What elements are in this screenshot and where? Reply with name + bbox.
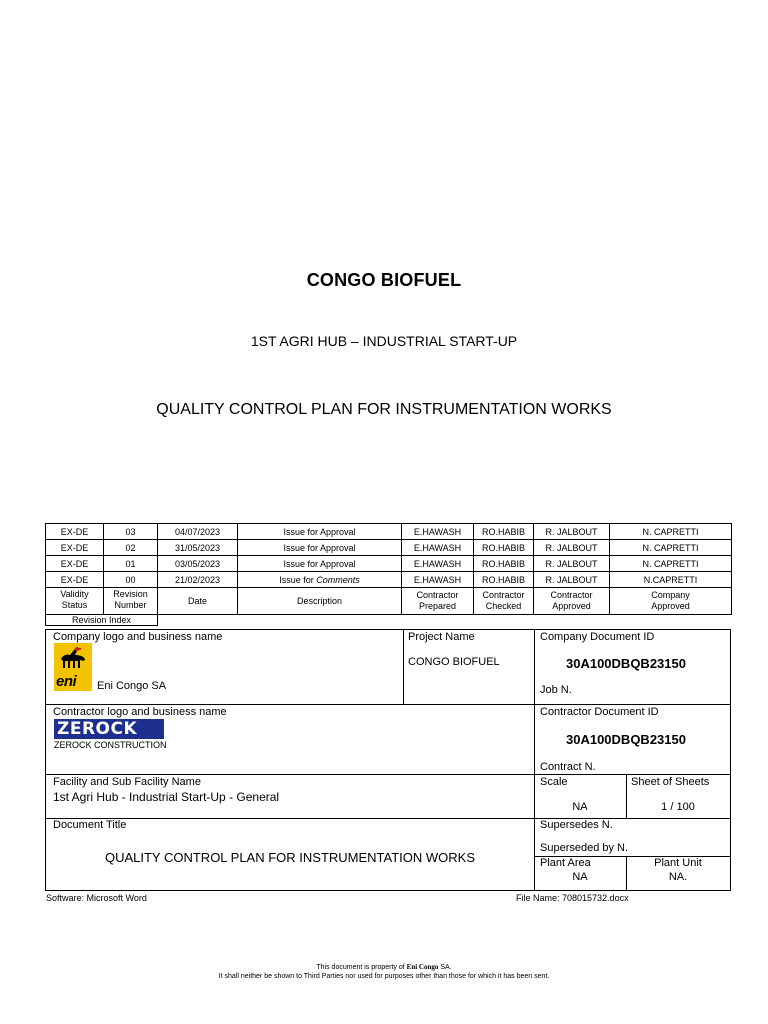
revision-row	[46, 572, 732, 588]
document-title: QUALITY CONTROL PLAN FOR INSTRUMENTATION WORKS	[156, 401, 612, 418]
property-notice: This document is property of Eni Congo SA. It shall neither be shown to Third Parties nor used for purposes other than those for which it has been sent.	[218, 963, 550, 980]
project-name: CONGO BIOFUEL	[408, 656, 500, 668]
company-approved-by: N.CAPRETTI	[610, 572, 732, 588]
description-header: Description	[238, 588, 402, 615]
document-title-label: Document Title	[53, 819, 127, 831]
document-title-value: QUALITY CONTROL PLAN FOR INSTRUMENTATION WORKS	[104, 850, 476, 865]
checked-by: RO.HABIB	[474, 540, 534, 556]
main-title: CONGO BIOFUEL	[306, 270, 462, 290]
contractor-name: ZEROCK CONSTRUCTION	[54, 740, 167, 750]
contractor-approved-by: R. JALBOUT	[534, 540, 610, 556]
company-document-id: 30A100DBQB23150	[566, 656, 686, 671]
contractor-approved-by: R. JALBOUT	[534, 572, 610, 588]
eni-logo	[54, 643, 92, 691]
superseded-by-label: Superseded by N.	[540, 842, 629, 854]
checked-by: RO.HABIB	[474, 524, 534, 540]
validity-header: Validity Status	[46, 588, 104, 615]
project-name-label: Project Name	[408, 631, 475, 643]
plant-area-label: Plant Area	[540, 857, 591, 869]
checked-header: Contractor Checked	[474, 588, 534, 615]
contractor-document-id: 30A100DBQB23150	[566, 732, 686, 747]
plant-unit-value: NA.	[668, 871, 688, 883]
facility-label: Facility and Sub Facility Name	[53, 776, 201, 788]
prepared-by: E.HAWASH	[402, 540, 474, 556]
eni-logo-text: eni	[56, 673, 77, 690]
revision-index-row	[46, 615, 732, 626]
company-approved-by: N. CAPRETTI	[610, 556, 732, 572]
contractor-logo-label: Contractor logo and business name	[53, 706, 227, 718]
contract-number-label: Contract N.	[540, 761, 596, 773]
revision-date: 31/05/2023	[158, 540, 238, 556]
plant-unit-label: Plant Unit	[654, 857, 702, 869]
plant-area-value: NA	[572, 871, 588, 883]
prepared-by: E.HAWASH	[402, 524, 474, 540]
validity-status: EX-DE	[46, 540, 104, 556]
revision-date: 21/02/2023	[158, 572, 238, 588]
scale-value: NA	[572, 801, 588, 813]
six-legged-dog-icon	[58, 646, 88, 672]
revision-description: Issue for Approval	[238, 556, 402, 572]
revision-row	[46, 556, 732, 572]
checked-by: RO.HABIB	[474, 572, 534, 588]
revision-table	[45, 523, 732, 626]
revision-number: 03	[104, 524, 158, 540]
revision-index-label: Revision Index	[46, 615, 158, 626]
revision-date: 03/05/2023	[158, 556, 238, 572]
prepared-by: E.HAWASH	[402, 556, 474, 572]
prepared-by: E.HAWASH	[402, 572, 474, 588]
supersedes-label: Supersedes N.	[540, 819, 613, 831]
contractor-approved-by: R. JALBOUT	[534, 556, 610, 572]
contractor-approved-header: Contractor Approved	[534, 588, 610, 615]
validity-status: EX-DE	[46, 556, 104, 572]
software-note: Software: Microsoft Word	[46, 893, 147, 903]
job-number-label: Job N.	[540, 684, 572, 696]
revision-header-row	[46, 588, 732, 615]
revision-row	[46, 540, 732, 556]
company-approved-by: N. CAPRETTI	[610, 524, 732, 540]
revision-description: Issue for Comments	[238, 572, 402, 588]
document-info-block	[45, 629, 731, 891]
sheet-value: 1 / 100	[661, 801, 695, 813]
contractor-approved-by: R. JALBOUT	[534, 524, 610, 540]
checked-by: RO.HABIB	[474, 556, 534, 572]
file-name-note: File Name: 708015732.docx	[516, 893, 629, 903]
revision-number-header: Revision Number	[104, 588, 158, 615]
revision-description: Issue for Approval	[238, 540, 402, 556]
revision-number: 02	[104, 540, 158, 556]
facility-name: 1st Agri Hub - Industrial Start-Up - General	[53, 790, 280, 804]
revision-number: 01	[104, 556, 158, 572]
company-approved-header: Company Approved	[610, 588, 732, 615]
validity-status: EX-DE	[46, 572, 104, 588]
contractor-document-id-label: Contractor Document ID	[540, 706, 659, 718]
date-header: Date	[158, 588, 238, 615]
revision-number: 00	[104, 572, 158, 588]
subtitle: 1ST AGRI HUB – INDUSTRIAL START-UP	[250, 333, 518, 349]
company-document-id-label: Company Document ID	[540, 631, 655, 643]
company-logo-label: Company logo and business name	[53, 631, 223, 643]
validity-status: EX-DE	[46, 524, 104, 540]
prepared-header: Contractor Prepared	[402, 588, 474, 615]
scale-label: Scale	[540, 776, 568, 788]
company-name: Eni Congo SA	[97, 680, 167, 692]
revision-description: Issue for Approval	[238, 524, 402, 540]
zerock-logo: ZEROCK	[54, 719, 164, 739]
revision-row	[46, 524, 732, 540]
company-approved-by: N. CAPRETTI	[610, 540, 732, 556]
revision-date: 04/07/2023	[158, 524, 238, 540]
sheet-label: Sheet of Sheets	[631, 776, 710, 788]
